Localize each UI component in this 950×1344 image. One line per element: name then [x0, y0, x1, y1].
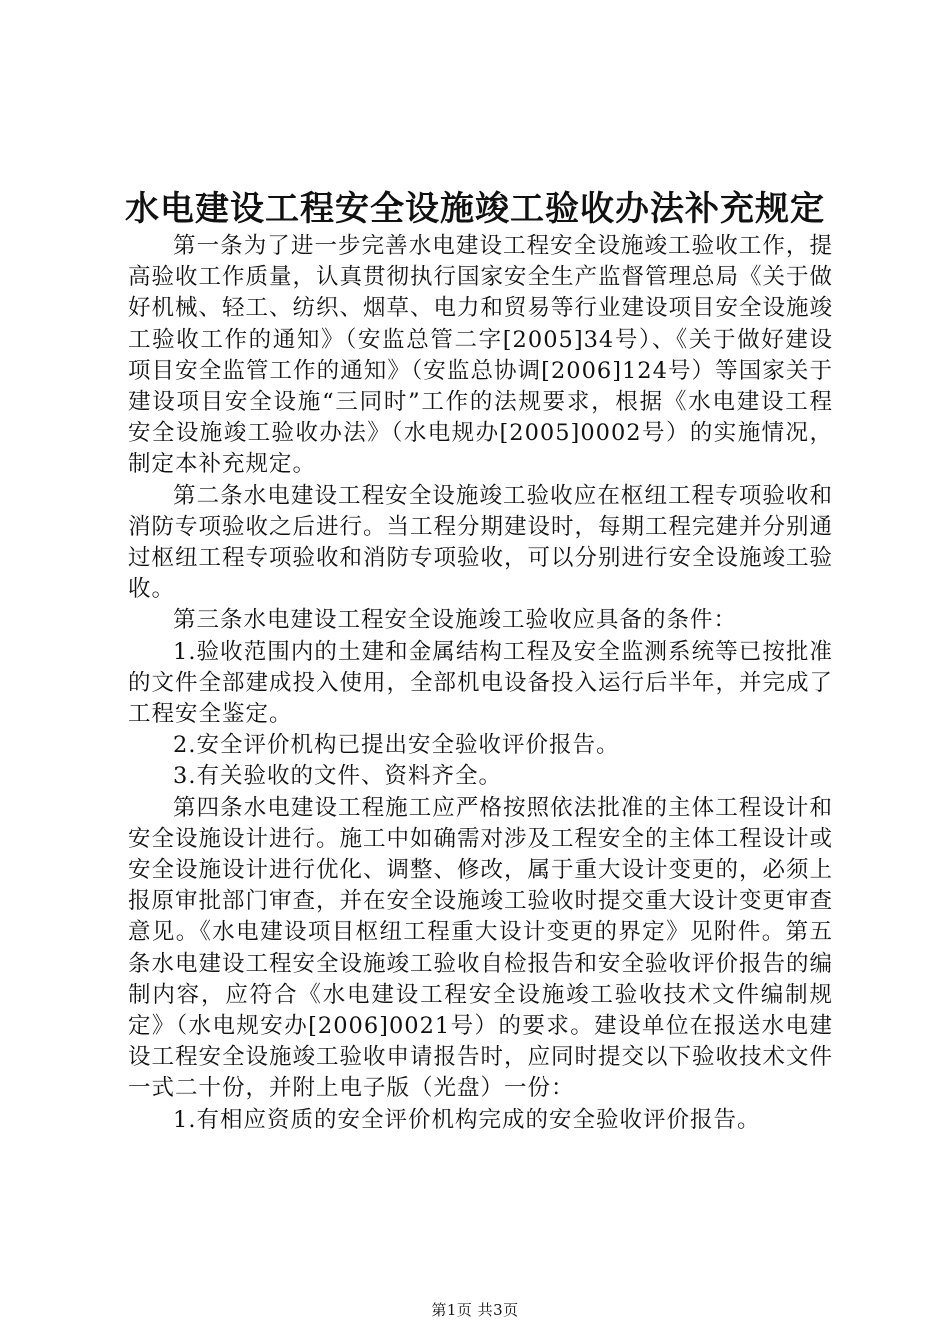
paragraph-article-2: 第二条水电建设工程安全设施竣工验收应在枢纽工程专项验收和消防专项验收之后进行。当工程分期建设时，每期工程完建并分别通过枢纽工程专项验收和消防专项验收，可以分别进行安全设施竣工验收。 — [128, 482, 834, 603]
document-title: 水电建设工程安全设施竣工验收办法补充规定 — [125, 189, 825, 229]
paragraph-article-4-5: 第四条水电建设工程施工应严格按照依法批准的主体工程设计和安全设施设计进行。施工中如确需对涉及工程安全的主体工程设计或安全设施设计进行优化、调整、修改，属于重大设计变更的，必须上报原审批部门审查，并在安全设施竣工验收时提交重大设计变更审查意见。《水电建设项目枢纽工程重大设计变更的界定》见附件。第五条水电建设工程安全设施竣工验收自检报告和安全验收评价报告的编制内容，应符合《水电建设工程安全设施竣工验收技术文件编制规定》（水电规安办[2006]0021号）的要求。建设单位在报送水电建设工程安全设施竣工验收申请报告时，应同时提交以下验收技术文件一式二十份，并附上电子版（光盘）一份： — [128, 794, 834, 1102]
document-body — [128, 231, 833, 1136]
paragraph-condition-1: 1.验收范围内的土建和金属结构工程及安全监测系统等已按批准的文件全部建成投入使用，全部机电设备投入运行后半年，并完成了工程安全鉴定。 — [128, 638, 834, 728]
paragraph-article-3: 第三条水电建设工程安全设施竣工验收应具备的条件： — [173, 607, 738, 634]
paragraph-article-1: 第一条为了进一步完善水电建设工程安全设施竣工验收工作，提高验收工作质量，认真贯彻执行国家安全生产监督管理总局《关于做好机械、轻工、纺织、烟草、电力和贸易等行业建设项目安全设施竣工验收工作的通知》（安监总管二字[2005]34号）、《关于做好建设项目安全监管工作的通知》（安监总协调[2006]124号）等国家关于建设项目安全设施“三同时”工作的法规要求，根据《水电建设工程安全设施竣工验收办法》（水电规办[2005]0002号）的实施情况，制定本补充规定。 — [128, 233, 834, 478]
paragraph-document-1: 1.有相应资质的安全评价机构完成的安全验收评价报告。 — [173, 1106, 761, 1133]
paragraph-condition-2: 2.安全评价机构已提出安全验收评价报告。 — [173, 732, 620, 759]
page-number-footer: 第1页 共3页 — [431, 1301, 519, 1319]
paragraph-condition-3: 3.有关验收的文件、资料齐全。 — [173, 763, 502, 790]
